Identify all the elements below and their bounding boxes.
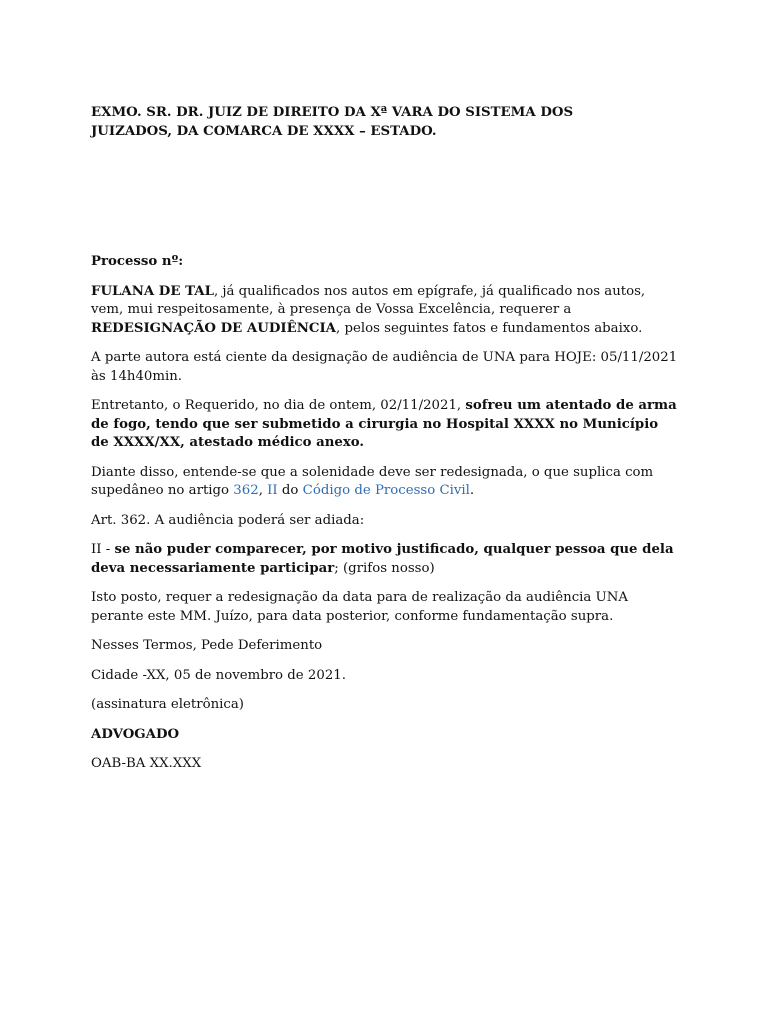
link-cpc[interactable]: Código de Processo Civil [302,483,470,498]
paragraph-intro [91,283,678,339]
intro-text-1: , já qualificados nos autos em epígrafe, já qualificado nos autos, vem, mui respeitosamente, à presença de Vossa Excelência, requerer a [91,283,646,317]
intro-text-2: , pelos seguintes fatos e fundamentos abaixo. [335,320,643,336]
inciso-text-1: II - [91,542,115,557]
link-article-362[interactable]: 362 [233,483,259,498]
header-spacer [91,141,678,253]
link-inciso-ii[interactable]: II [267,483,278,498]
event-text-1: Entretanto, o Requerido, no dia de ontem, 02/11/2021, [91,398,466,413]
paragraph-request: Isto posto, requer a redesignação da data para de realização da audiência UNA perante este MM. Juízo, para data posterior, conforme fundamentação supra. [91,590,629,624]
party-name: FULANA DE TAL [91,283,214,299]
paragraph-closing: Nesses Termos, Pede Deferimento [91,638,323,653]
inciso-bold: se não puder comparecer, por motivo justificado, qualquer pessoa que dela deva necessariamente participar [91,542,674,576]
paragraph-place-date: Cidade -XX, 05 de novembro de 2021. [91,667,346,683]
paragraph-inciso [91,541,678,578]
event-bold: sofreu um atentado de arma de fogo, tendo que ser submetido a cirurgia no Hospital XXXX no Município de XXXX/XX, atestado médico anexo. [91,398,677,450]
basis-separator: , [258,483,268,498]
paragraph-hearing: A parte autora está ciente da designação de audiência de UNA para HOJE: 05/11/2021 às 14h40min. [91,350,678,384]
paragraph-event [91,397,678,453]
lawyer-oab: OAB-BA XX.XXX [91,756,202,771]
processo-label: Processo nº: [91,254,184,269]
basis-text-3: . [469,483,475,498]
basis-text-2: do [277,483,303,498]
paragraph-signature: (assinatura eletrônica) [91,697,244,712]
paragraph-article: Art. 362. A audiência poderá ser adiada: [91,512,365,528]
lawyer-title: ADVOGADO [91,726,180,742]
inciso-text-2: ; (grifos nosso) [334,560,435,576]
request-title: REDESIGNAÇÃO DE AUDIÊNCIA [91,320,336,336]
paragraph-basis [91,464,678,501]
basis-text-1: Diante disso, entende-se que a solenidade deve ser redesignada, o que suplica com supedâneo no artigo [91,464,654,498]
document-header: EXMO. SR. DR. JUIZ DE DIREITO DA Xª VARA DO SISTEMA DOS JUIZADOS, DA COMARCA DE XXXX – ESTADO. [91,105,574,139]
